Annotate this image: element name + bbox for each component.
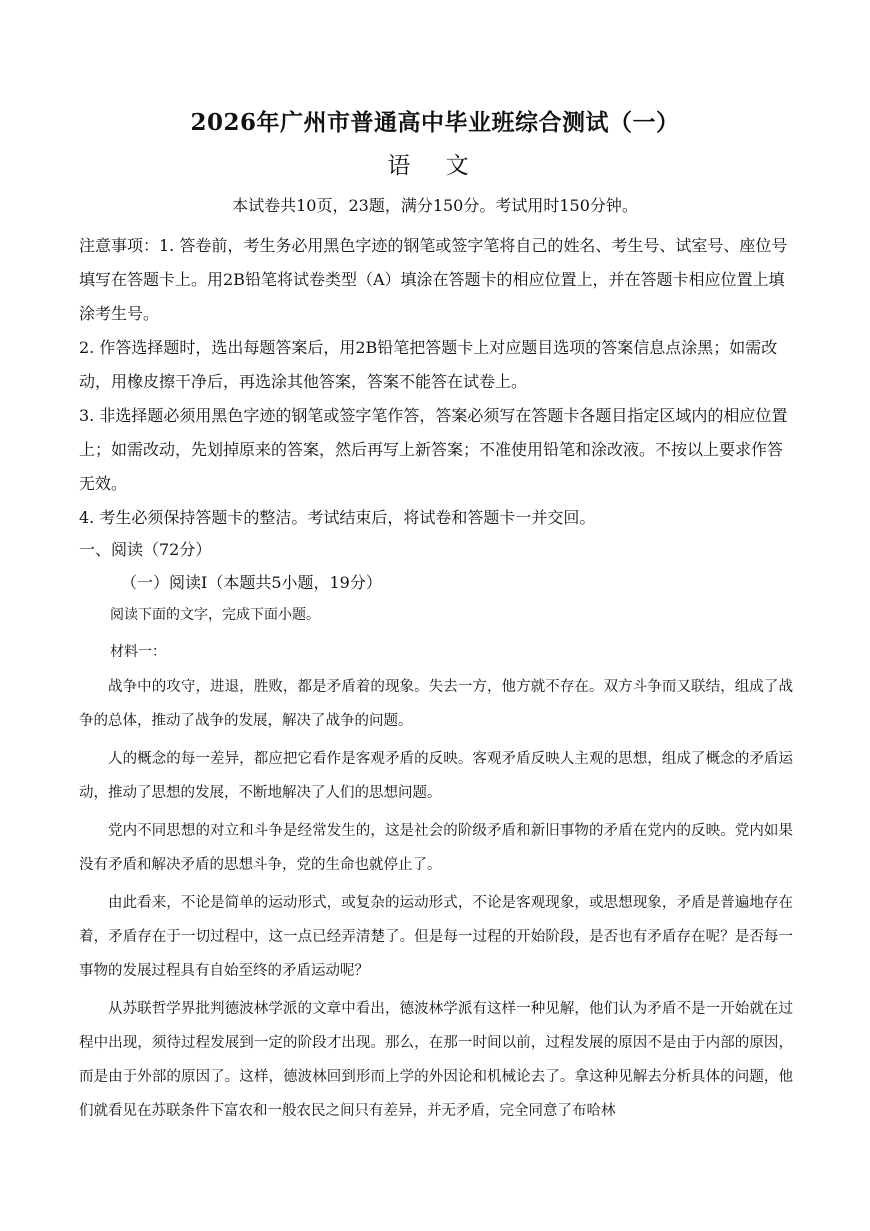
reading-passage: [79, 670, 793, 1128]
note-1: 注意事项：1. 答卷前，考生务必用黑色字迹的钢笔或签字笔将自己的姓名、考生号、试室号、座位号填写在答题卡上。用2B铅笔将试卷类型（A）填涂在答题卡的相应位置上，并在答题卡相应位置上填涂考生号。: [79, 236, 788, 323]
instruction-text: 阅读下面的文字，完成下面小题。: [110, 607, 320, 623]
paragraph: 从苏联哲学界批判德波林学派的文章中看出，德波林学派有这样一种见解，他们认为矛盾不是一开始就在过程中出现，须待过程发展到一定的阶段才出现。那么，在那一时间以前，过程发展的原因不是由于内部的原因，而是由于外部的原因了。这样，德波林回到形而上学的外因论和机械论去了。拿这种见解去分析具体的问题，他们就看见在苏联条件下富农和一般农民之间只有差异，并无矛盾，完全同意了布哈林: [79, 1001, 793, 1119]
material-label: 材料一：: [110, 644, 166, 660]
section-title: 一、阅读（72分）: [79, 540, 212, 559]
subsection-title: （一）阅读Ⅰ（本题共5小题，19分）: [121, 573, 382, 592]
paragraph: 由此看来，不论是简单的运动形式，或复杂的运动形式，不论是客观现象，或思想现象，矛盾是普遍地存在着，矛盾存在于一切过程中，这一点已经弄清楚了。但是每一过程的开始阶段，是否也有矛盾存在呢？是否每一事物的发展过程具有自始至终的矛盾运动呢？: [79, 895, 793, 979]
exam-info: 本试卷共10页，23题，满分150分。考试用时150分钟。: [232, 196, 638, 215]
exam-title: 2026年广州市普通高中毕业班综合测试（一）: [190, 109, 680, 136]
paragraph: 党内不同思想的对立和斗争是经常发生的，这是社会的阶级矛盾和新旧事物的矛盾在党内的反映。党内如果没有矛盾和解决矛盾的思想斗争，党的生命也就停止了。: [79, 823, 793, 873]
paragraph: 人的概念的每一差异，都应把它看作是客观矛盾的反映。客观矛盾反映人主观的思想，组成了概念的矛盾运动，推动了思想的发展，不断地解决了人们的思想问题。: [79, 751, 793, 801]
paragraph: 战争中的攻守，进退，胜败，都是矛盾着的现象。失去一方，他方就不存在。双方斗争而又联结，组成了战争的总体，推动了战争的发展，解决了战争的问题。: [79, 679, 793, 729]
subject-title: 语 文: [387, 153, 483, 179]
notes-block: [79, 229, 791, 535]
note-2: 2. 作答选择题时，选出每题答案后，用2B铅笔把答题卡上对应题目选项的答案信息点涂黑；如需改动，用橡皮擦干净后，再选涂其他答案，答案不能答在试卷上。: [79, 338, 778, 391]
note-3: 3. 非选择题必须用黑色字迹的钢笔或签字笔作答，答案必须写在答题卡各题目指定区域内的相应位置上；如需改动，先划掉原来的答案，然后再写上新答案；不准使用铅笔和涂改液。不按以上要求作答无效。: [79, 406, 788, 493]
note-4: 4. 考生必须保持答题卡的整洁。考试结束后，将试卷和答题卡一并交回。: [79, 508, 596, 527]
